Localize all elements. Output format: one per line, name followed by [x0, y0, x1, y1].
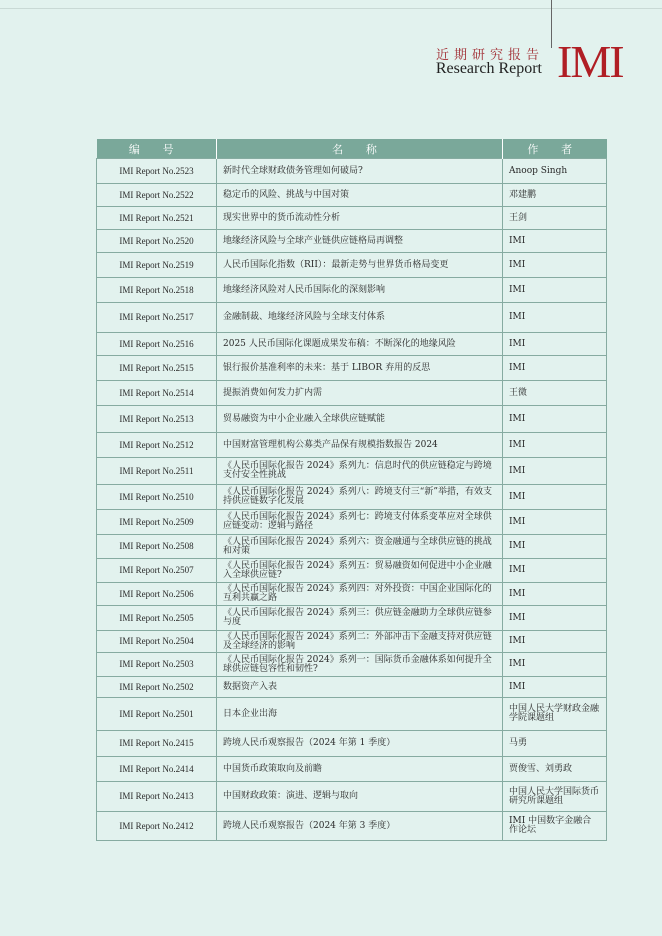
report-title: 银行报价基准利率的未来：基于 LIBOR 弃用的反思 — [217, 356, 503, 381]
report-number: IMI Report No.2522 — [97, 184, 217, 207]
table-row — [97, 583, 607, 606]
report-author: IMI — [503, 433, 607, 458]
table-row — [97, 381, 607, 406]
report-author: IMI — [503, 278, 607, 303]
report-title: 现实世界中的货币流动性分析 — [217, 207, 503, 230]
report-author: 中国人民大学财政金融学院课题组 — [503, 698, 607, 731]
report-title: 《人民币国际化报告 2024》系列六：资金融通与全球供应链的挑战和对策 — [217, 535, 503, 559]
report-number: IMI Report No.2519 — [97, 253, 217, 278]
table-row — [97, 433, 607, 458]
report-author: Anoop Singh — [503, 159, 607, 184]
table-row — [97, 782, 607, 812]
report-author: 邓建鹏 — [503, 184, 607, 207]
report-number: IMI Report No.2505 — [97, 606, 217, 631]
report-author: IMI — [503, 230, 607, 253]
table-row — [97, 159, 607, 184]
header-title: 名 称 — [217, 139, 503, 159]
report-author: IMI — [503, 253, 607, 278]
report-title: 《人民币国际化报告 2024》系列八：跨境支付三“新”举措，有效支持供应链数字化发展 — [217, 485, 503, 510]
table-row — [97, 356, 607, 381]
report-table — [96, 139, 607, 841]
report-number: IMI Report No.2412 — [97, 812, 217, 841]
page-top-rule — [0, 8, 662, 9]
table-row — [97, 677, 607, 698]
report-author: 中国人民大学国际货币研究所课题组 — [503, 782, 607, 812]
header-divider — [551, 0, 552, 48]
report-author: IMI — [503, 631, 607, 653]
table-row — [97, 698, 607, 731]
report-author: IMI — [503, 333, 607, 356]
report-author: 王剑 — [503, 207, 607, 230]
table-row — [97, 333, 607, 356]
table-row — [97, 731, 607, 757]
report-title: 新时代全球财政债务管理如何破局? — [217, 159, 503, 184]
report-title: 《人民币国际化报告 2024》系列三：供应链金融助力全球供应链参与度 — [217, 606, 503, 631]
report-title: 地缘经济风险对人民币国际化的深刻影响 — [217, 278, 503, 303]
report-author: IMI 中国数字金融合作论坛 — [503, 812, 607, 841]
report-number: IMI Report No.2506 — [97, 583, 217, 606]
report-author: IMI — [503, 303, 607, 333]
report-number: IMI Report No.2503 — [97, 653, 217, 677]
report-title: 中国财富管理机构公募类产品保有规模指数报告 2024 — [217, 433, 503, 458]
report-number: IMI Report No.2502 — [97, 677, 217, 698]
report-number: IMI Report No.2520 — [97, 230, 217, 253]
report-number: IMI Report No.2507 — [97, 559, 217, 583]
table-row — [97, 653, 607, 677]
table-row — [97, 812, 607, 841]
header-title-cn: 近期研究报告 — [435, 48, 544, 63]
report-title: 金融制裁、地缘经济风险与全球支付体系 — [217, 303, 503, 333]
report-title: 中国财政政策：演进、逻辑与取向 — [217, 782, 503, 812]
table-row — [97, 631, 607, 653]
report-number: IMI Report No.2517 — [97, 303, 217, 333]
report-title: 跨境人民币观察报告（2024 年第 1 季度） — [217, 731, 503, 757]
table-row — [97, 207, 607, 230]
report-title: 中国货币政策取向及前瞻 — [217, 757, 503, 782]
report-number: IMI Report No.2415 — [97, 731, 217, 757]
report-author: IMI — [503, 535, 607, 559]
report-title: 《人民币国际化报告 2024》系列四：对外投资：中国企业国际化的互利共赢之路 — [217, 583, 503, 606]
report-title: 跨境人民币观察报告（2024 年第 3 季度） — [217, 812, 503, 841]
report-number: IMI Report No.2515 — [97, 356, 217, 381]
report-title: 稳定币的风险、挑战与中国对策 — [217, 184, 503, 207]
report-title: 人民币国际化指数（RII）：最新走势与世界货币格局变更 — [217, 253, 503, 278]
report-title: 《人民币国际化报告 2024》系列二：外部冲击下金融支持对供应链及全球经济的影响 — [217, 631, 503, 653]
table-row — [97, 606, 607, 631]
report-title: 地缘经济风险与全球产业链供应链格局再调整 — [217, 230, 503, 253]
report-title: 提振消费如何发力扩内需 — [217, 381, 503, 406]
report-author: IMI — [503, 406, 607, 433]
report-number: IMI Report No.2501 — [97, 698, 217, 731]
report-number: IMI Report No.2509 — [97, 510, 217, 535]
report-number: IMI Report No.2523 — [97, 159, 217, 184]
table-row — [97, 406, 607, 433]
report-author: IMI — [503, 677, 607, 698]
report-number: IMI Report No.2513 — [97, 406, 217, 433]
table-header-row — [97, 139, 607, 159]
table-body — [97, 159, 607, 841]
report-author: 贾俊雪、刘勇政 — [503, 757, 607, 782]
report-title: 日本企业出海 — [217, 698, 503, 731]
report-number: IMI Report No.2518 — [97, 278, 217, 303]
report-title: 《人民币国际化报告 2024》系列一：国际货币金融体系如何提升全球供应链包容性和韧性? — [217, 653, 503, 677]
report-number: IMI Report No.2413 — [97, 782, 217, 812]
report-author: IMI — [503, 559, 607, 583]
report-author: IMI — [503, 583, 607, 606]
report-author: IMI — [503, 485, 607, 510]
report-title: 《人民币国际化报告 2024》系列五：贸易融资如何促进中小企业融入全球供应链? — [217, 559, 503, 583]
table-row — [97, 458, 607, 485]
report-author: IMI — [503, 458, 607, 485]
header-author: 作 者 — [503, 139, 607, 159]
report-number: IMI Report No.2504 — [97, 631, 217, 653]
report-author: IMI — [503, 510, 607, 535]
table-row — [97, 510, 607, 535]
report-title: 贸易融资为中小企业融入全球供应链赋能 — [217, 406, 503, 433]
header-title-en: Research Report — [435, 60, 542, 77]
report-title: 《人民币国际化报告 2024》系列七：跨境支付体系变革应对全球供应链变动：逻辑与路径 — [217, 510, 503, 535]
table-row — [97, 184, 607, 207]
report-author: 马勇 — [503, 731, 607, 757]
table-row — [97, 278, 607, 303]
report-title: 2025 人民币国际化课题成果发布稿：不断深化的地缘风险 — [217, 333, 503, 356]
report-title: 《人民币国际化报告 2024》系列九：信息时代的供应链稳定与跨境支付安全性挑战 — [217, 458, 503, 485]
report-title: 数据资产入表 — [217, 677, 503, 698]
report-author: IMI — [503, 653, 607, 677]
table-row — [97, 230, 607, 253]
header-number: 编 号 — [97, 139, 217, 159]
report-number: IMI Report No.2510 — [97, 485, 217, 510]
report-number: IMI Report No.2516 — [97, 333, 217, 356]
report-number: IMI Report No.2508 — [97, 535, 217, 559]
table-row — [97, 485, 607, 510]
table-row — [97, 535, 607, 559]
report-author: IMI — [503, 356, 607, 381]
report-number: IMI Report No.2521 — [97, 207, 217, 230]
report-author: IMI — [503, 606, 607, 631]
table-row — [97, 757, 607, 782]
report-author: 王微 — [503, 381, 607, 406]
imi-logo: IMI — [557, 36, 623, 87]
table-row — [97, 559, 607, 583]
table-row — [97, 253, 607, 278]
report-number: IMI Report No.2511 — [97, 458, 217, 485]
report-number: IMI Report No.2514 — [97, 381, 217, 406]
report-number: IMI Report No.2414 — [97, 757, 217, 782]
table-row — [97, 303, 607, 333]
report-number: IMI Report No.2512 — [97, 433, 217, 458]
